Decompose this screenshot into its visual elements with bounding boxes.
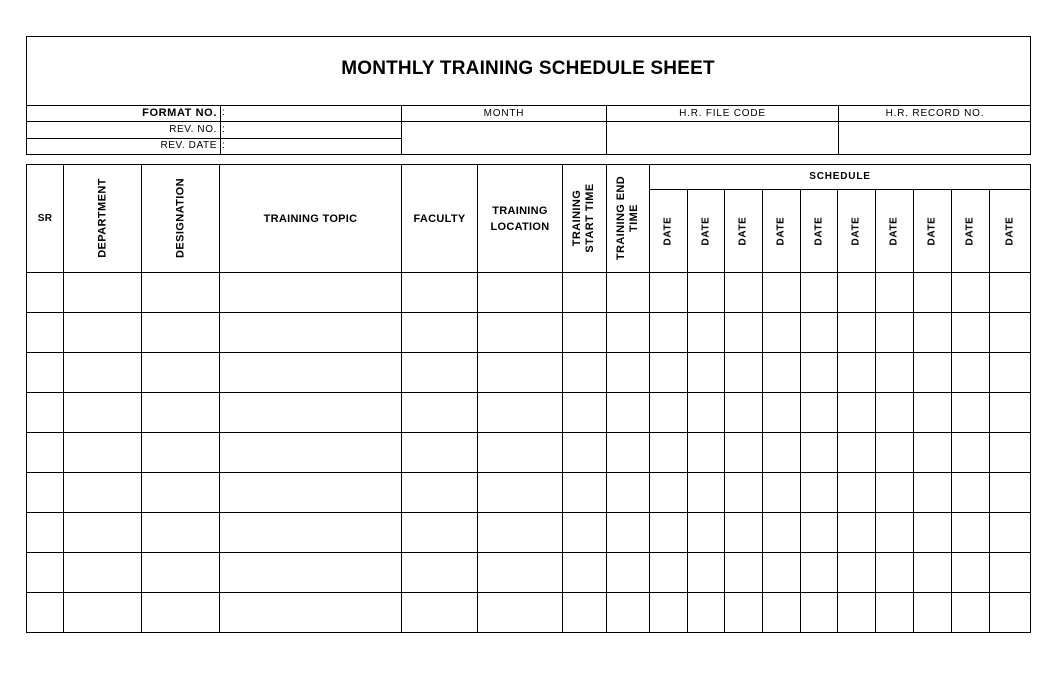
date-header-8: DATE	[926, 216, 938, 246]
rev-no-field[interactable]	[228, 122, 400, 137]
col-header-training-topic: TRAINING TOPIC	[263, 212, 358, 225]
date-header-7: DATE	[888, 216, 900, 246]
table-row[interactable]	[27, 553, 1030, 592]
rev-no-colon: :	[222, 124, 225, 135]
date-header-3: DATE	[737, 216, 749, 246]
date-header-9: DATE	[964, 216, 976, 246]
date-header-6: DATE	[850, 216, 862, 246]
table-row[interactable]	[27, 593, 1030, 632]
format-no-colon: :	[222, 107, 225, 118]
col-header-training-end-time: TRAINING END TIME	[615, 175, 640, 261]
rev-no-label: REV. NO.	[169, 124, 217, 135]
hr-file-code-field[interactable]	[607, 122, 838, 154]
col-header-training-start-time: TRAINING START TIME	[571, 183, 596, 253]
rev-date-field[interactable]	[228, 139, 400, 154]
date-header-1: DATE	[662, 216, 674, 246]
month-field[interactable]	[402, 122, 606, 154]
date-header-5: DATE	[813, 216, 825, 246]
date-header-4: DATE	[775, 216, 787, 246]
col-header-faculty: FACULTY	[413, 212, 466, 225]
table-row[interactable]	[27, 513, 1030, 552]
table-row[interactable]	[27, 393, 1030, 432]
date-header-10: DATE	[1004, 216, 1016, 246]
date-header-2: DATE	[700, 216, 712, 246]
rev-date-colon: :	[222, 140, 225, 151]
table-row[interactable]	[27, 313, 1030, 352]
table-row[interactable]	[27, 353, 1030, 392]
col-header-schedule: SCHEDULE	[809, 171, 871, 182]
format-no-label: FORMAT NO.	[142, 107, 217, 119]
month-label: MONTH	[483, 108, 525, 119]
table-row[interactable]	[27, 473, 1030, 512]
col-header-department: DEPARTMENT	[96, 178, 109, 258]
hr-record-no-label: H.R. RECORD NO.	[885, 108, 985, 119]
table-row[interactable]	[27, 273, 1030, 312]
col-header-training-location: TRAINING LOCATION	[490, 204, 550, 233]
hr-record-no-field[interactable]	[839, 122, 1030, 154]
page-title: MONTHLY TRAINING SCHEDULE SHEET	[341, 58, 715, 79]
col-header-sr: SR	[37, 212, 53, 224]
hr-file-code-label: H.R. FILE CODE	[679, 108, 766, 119]
table-row[interactable]	[27, 433, 1030, 472]
format-no-field[interactable]	[228, 106, 400, 120]
col-header-designation: DESIGNATION	[174, 178, 187, 258]
rev-date-label: REV. DATE	[160, 140, 217, 151]
